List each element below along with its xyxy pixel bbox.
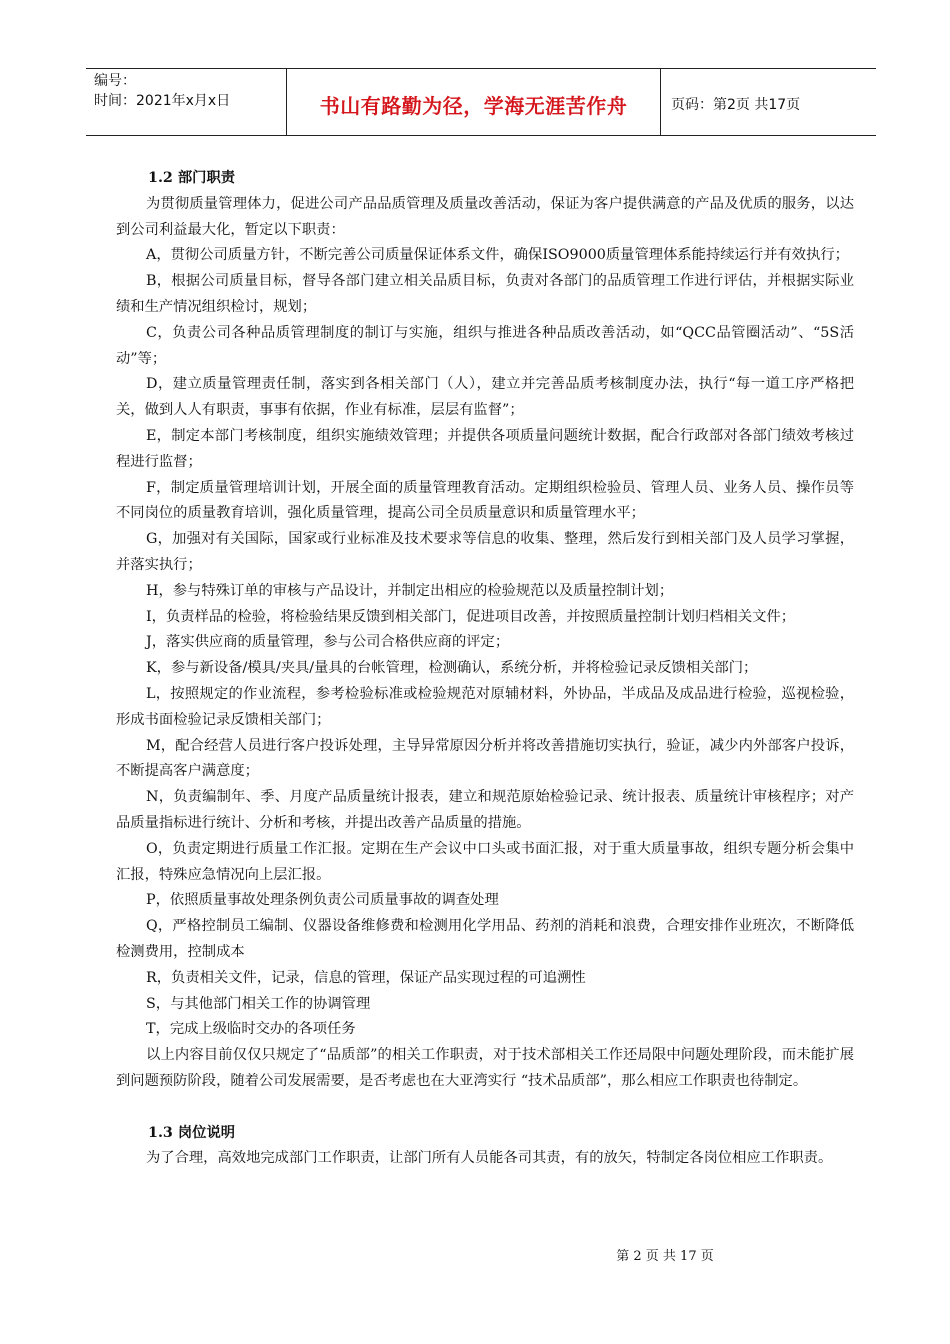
paragraph: 为了合理，高效地完成部门工作职责，让部门所有人员能各司其责，有的放矢，特制定各岗位相应工作职责。	[146, 1150, 833, 1167]
page-header	[86, 68, 876, 136]
paragraph: B，根据公司质量目标，督导各部门建立相关品质目标，负责对各部门的品质管理工作进行评估，并根据实际业绩和生产情况组织检讨，规划；	[116, 273, 854, 315]
paragraph: N，负责编制年、季、月度产品质量统计报表，建立和规范原始检验记录、统计报表、质量统计审核程序；对产品质量指标进行统计、分析和考核，并提出改善产品质量的措施。	[116, 789, 854, 831]
paragraph: E，制定本部门考核制度，组织实施绩效管理；并提供各项质量问题统计数据，配合行政部对各部门绩效考核过程进行监督；	[116, 427, 854, 470]
paragraph: C，负责公司各种品质管理制度的制订与实施，组织与推进各种品质改善活动，如“QCC品管圈活动”、“5S活动”等；	[116, 324, 854, 367]
paragraph: F，制定质量管理培训计划，开展全面的质量管理教育活动。定期组织检验员、管理人员、业务人员、操作员等不同岗位的质量教育培训，强化质量管理，提高公司全员质量意识和质量管理水平；	[116, 479, 854, 522]
header-page-number: 页码：第2页 共17页	[671, 97, 801, 113]
header-meta	[86, 69, 286, 135]
document-body	[116, 166, 854, 1172]
paragraph: H，参与特殊订单的审核与产品设计，并制定出相应的检验规范以及质量控制计划；	[146, 582, 674, 599]
paragraph: A，贯彻公司质量方针，不断完善公司质量保证体系文件，确保ISO9000质量管理体系能持续运行并有效执行；	[146, 247, 849, 264]
paragraph: J，落实供应商的质量管理，参与公司合格供应商的评定；	[146, 634, 510, 651]
paragraph: T，完成上级临时交办的各项任务	[146, 1021, 356, 1038]
paragraph: 为贯彻质量管理体力，促进公司产品品质管理及质量改善活动，保证为客户提供满意的产品及优质的服务，以达到公司利益最大化，暂定以下职责：	[116, 195, 854, 238]
paragraph: 以上内容目前仅仅只规定了“品质部”的相关工作职责，对于技术部相关工作还局限中问题处理阶段，而未能扩展到问题预防阶段，随着公司发展需要，是否考虑也在大亚湾实行 “技术品质部”，那么相应工作职责也待制定。	[116, 1047, 854, 1089]
paragraph: R，负责相关文件，记录，信息的管理，保证产品实现过程的可追溯性	[146, 969, 586, 986]
section-spacer	[116, 1095, 854, 1121]
section-title: 1.3 岗位说明	[148, 1124, 236, 1141]
paragraph: O，负责定期进行质量工作汇报。定期在生产会议中口头或书面汇报，对于重大质量事故，组织专题分析会集中汇报，特殊应急情况向上层汇报。	[116, 840, 854, 883]
paragraph: M，配合经营人员进行客户投诉处理，主导异常原因分析并将改善措施切实执行，验证，减少内外部客户投诉，不断提高客户满意度；	[116, 737, 854, 780]
paragraph: D，建立质量管理责任制，落实到各相关部门（人），建立并完善品质考核制度办法，执行“每一道工序严格把关，做到人人有职责，事事有依据，作业有标准，层层有监督”；	[116, 376, 854, 419]
section-title: 1.2 部门职责	[148, 170, 236, 186]
paragraph: P，依照质量事故处理条例负责公司质量事故的调查处理	[146, 892, 499, 909]
paragraph: G，加强对有关国际，国家或行业标准及技术要求等信息的收集、整理，然后发行到相关部门及人员学习掌握，并落实执行；	[116, 531, 854, 573]
paragraph: I，负责样品的检验，将检验结果反馈到相关部门，促进项目改善，并按照质量控制计划归档相关文件；	[146, 608, 796, 625]
document-date: 时间：2021年x月x日	[94, 93, 231, 109]
document-number: 编号：	[94, 73, 136, 89]
page-footer: 第 2 页 共 17 页	[616, 1249, 714, 1264]
header-motto-cell	[286, 69, 661, 135]
motto-text: 书山有路勤为径，学海无涯苦作舟	[319, 93, 628, 118]
paragraph: S，与其他部门相关工作的协调管理	[146, 995, 371, 1012]
paragraph: K，参与新设备/模具/夹具/量具的台帐管理，检测确认，系统分析，并将检验记录反馈相关部门；	[146, 660, 758, 677]
paragraph: L，按照规定的作业流程，参考检验标准或检验规范对原辅材料，外协品，半成品及成品进行检验，巡视检验，形成书面检验记录反馈相关部门；	[116, 685, 854, 728]
paragraph: Q，严格控制员工编制、仪器设备维修费和检测用化学用品、药剂的消耗和浪费，合理安排作业班次，不断降低检测费用，控制成本	[116, 918, 854, 960]
